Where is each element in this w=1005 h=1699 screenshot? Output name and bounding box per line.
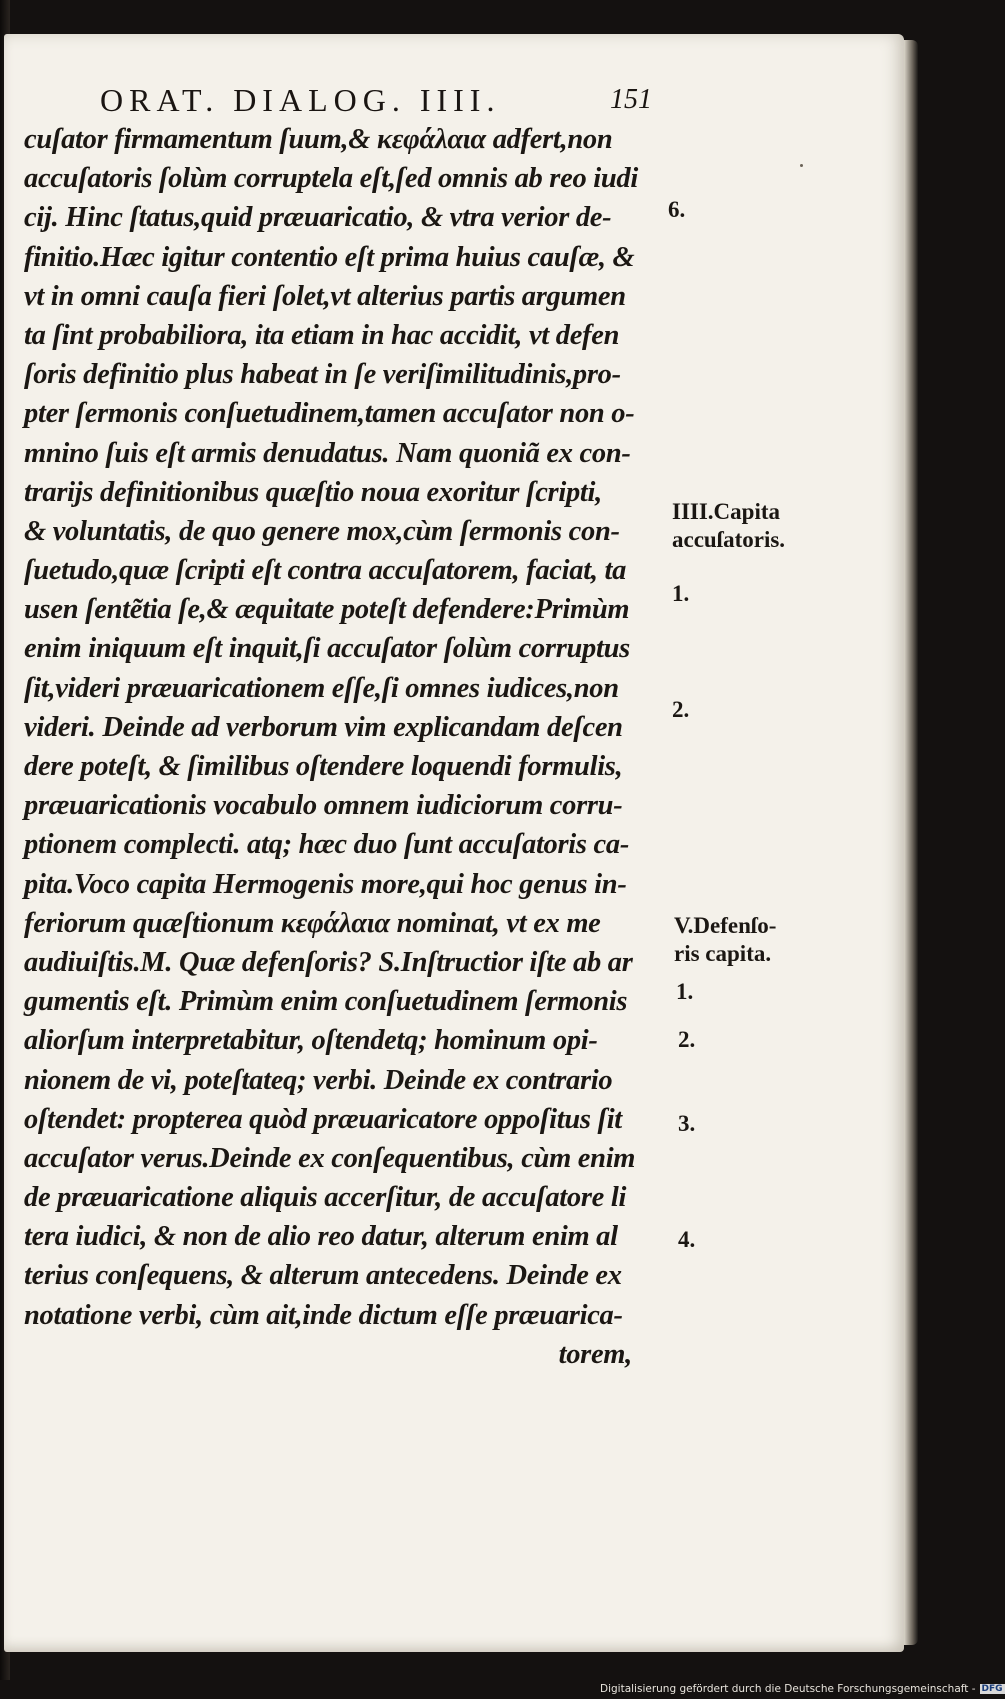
- text-line: feriorum quæſtionum κεφάλαια nominat, vt ex me: [24, 907, 601, 939]
- text-line: videri. Deinde ad verborum vim explicandam deſcen: [24, 711, 623, 743]
- text-line: tera iudici, & non de alio reo datur, alterum enim al: [24, 1221, 618, 1253]
- margin-note-6: 6.: [668, 197, 686, 222]
- text-line: cuſator firmamentum ſuum,& κεφάλαια adfert,non: [24, 124, 613, 155]
- folio-number: 151: [610, 84, 652, 115]
- text-line: & voluntatis, de quo genere mox,cùm ſermonis con-: [24, 515, 620, 547]
- text-line: notatione verbi, cùm ait,inde dictum eſſe præuarica-: [24, 1299, 623, 1331]
- text-line: accuſatoris ſolùm corruptela eſt,ſed omnis ab reo iudi: [24, 163, 638, 195]
- text-line: pita.Voco capita Hermogenis more,qui hoc genus in-: [24, 868, 627, 900]
- catchword: torem,: [558, 1338, 632, 1370]
- text-line: dere poteſt, & ſimilibus oſtendere loquendi formulis,: [24, 751, 623, 782]
- text-line: vt in omni cauſa fieri ſolet,vt alterius partis argumen: [24, 280, 626, 312]
- text-line: pter ſermonis conſuetudinem,tamen accuſator non o-: [24, 398, 635, 430]
- text-line: mnino ſuis eſt armis denudatus. Nam quoniã ex con-: [24, 437, 631, 469]
- text-line: accuſator verus.Deinde ex conſequentibus, cùm enim: [24, 1142, 636, 1174]
- text-line: ſit,videri præuaricationem eſſe,ſi omnes iudices,non: [24, 672, 619, 704]
- text-line: ſoris definitio plus habeat in ſe veriſimilitudinis,pro-: [24, 359, 621, 391]
- text-line: aliorſum interpretabitur, oſtendetq; hominum opi-: [24, 1025, 598, 1057]
- running-head-title: ORAT. DIALOG. IIII.: [100, 82, 501, 118]
- text-line: usen ſentẽtia ſe,& æquitate poteſt defendere:Primùm: [24, 594, 630, 626]
- text-line: ptionem complecti. atq; hæc duo ſunt accuſatoris ca-: [24, 829, 630, 861]
- margin-note-capita-accusatoris-line2: accuſatoris.: [672, 527, 786, 552]
- margin-note-3: 3.: [678, 1111, 696, 1136]
- text-line: cij. Hinc ſtatus,quid præuaricatio, & vtra verior de-: [24, 202, 612, 234]
- text-line: præuaricationis vocabulo omnem iudiciorum corru-: [24, 790, 623, 822]
- text-line: oſtendet: propterea quòd præuaricatore oppoſitus ſit: [24, 1103, 622, 1135]
- digitization-credit: [600, 1683, 1003, 1697]
- paper-speck: [800, 164, 803, 167]
- margin-note-4: 4.: [678, 1227, 696, 1252]
- margin-note-capita-accusatoris-line1: IIII.Capita: [672, 499, 781, 524]
- text-line: nionem de vi, poteſtateq; verbi. Deinde ex contrario: [24, 1064, 613, 1096]
- margin-note-defensoris-line1: V.Defenſo-: [674, 913, 777, 938]
- text-line: de præuaricatione aliquis accerſitur, de accuſatore li: [24, 1182, 627, 1214]
- text-line: gumentis eſt. Primùm enim conſuetudinem ſermonis: [24, 986, 628, 1018]
- main-text-block: [24, 120, 672, 1374]
- text-line: ſuetudo,quæ ſcripti eſt contra accuſatorem, faciat, ta: [24, 555, 627, 587]
- margin-note-1: 1.: [676, 979, 694, 1004]
- text-line: enim iniquum eſt inquit,ſi accuſator ſolùm corruptus: [24, 633, 630, 665]
- margin-note-2: 2.: [678, 1027, 696, 1052]
- page-edge-shadow: [904, 40, 918, 1645]
- dfg-logo-icon: DFG: [981, 1684, 1003, 1694]
- digitization-credit-text: Digitalisierung gefördert durch die Deutsche Forschungsgemeinschaft -: [600, 1683, 976, 1695]
- text-line: audiuiſtis.M. Quæ defenſoris? S.Inſtructior iſte ab ar: [24, 946, 633, 978]
- margin-note-2: 2.: [672, 697, 690, 722]
- text-line: terius conſequens, & alterum antecedens. Deinde ex: [24, 1260, 622, 1292]
- text-line: ta ſint probabiliora, ita etiam in hac accidit, vt defen: [24, 319, 620, 351]
- text-line: trarijs definitionibus quæſtio noua exoritur ſcripti,: [24, 476, 602, 508]
- margin-note-defensoris-line2: ris capita.: [674, 941, 772, 966]
- text-line: finitio.Hæc igitur contentio eſt prima huius cauſæ, &: [24, 241, 635, 273]
- margin-note-1: 1.: [672, 581, 690, 606]
- running-head: [100, 82, 660, 122]
